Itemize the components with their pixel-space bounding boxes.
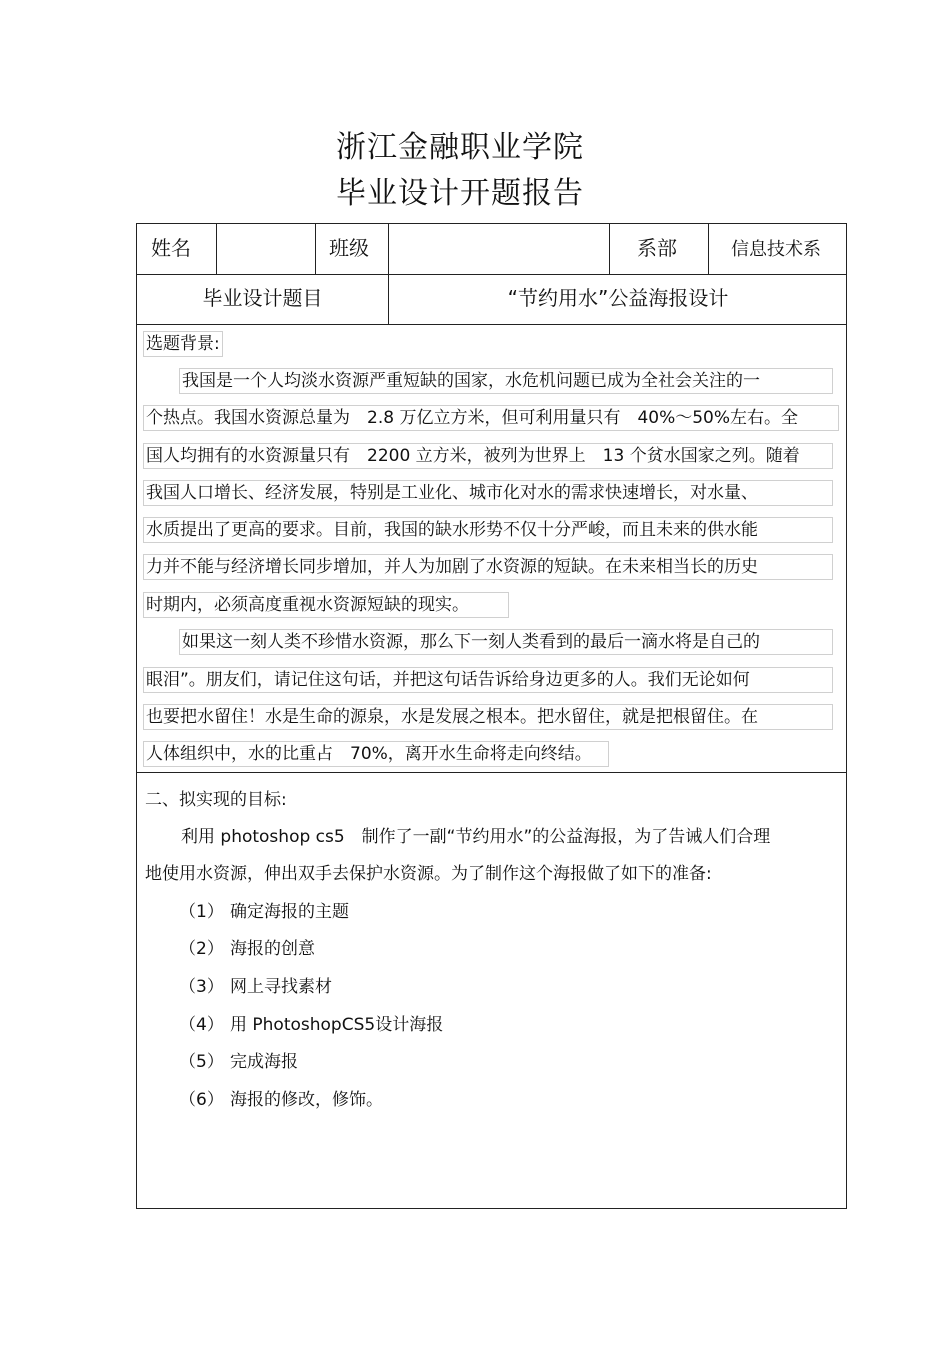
background-heading: 选题背景: [143, 331, 223, 357]
background-line: 水质提出了更高的要求。目前，我国的缺水形势不仅十分严峻，而且未来的供水能 [143, 517, 833, 543]
col-divider [216, 224, 217, 274]
goals-heading: 二、拟实现的目标: [145, 790, 287, 810]
goal-item-number: （1） [179, 902, 224, 922]
goals-intro-line: 地使用水资源，伸出双手去保护水资源。为了制作这个海报做了如下的准备: [145, 864, 712, 884]
name-label: 姓名 [151, 236, 191, 260]
background-line: 我国人口增长、经济发展，特别是工业化、城市化对水的需求快速增长，对水量、 [143, 480, 833, 506]
background-line: 人体组织中，水的比重占 70%，离开水生命将走向终结。 [143, 741, 609, 767]
goals-intro-line: 利用 photoshop cs5 制作了一副“节约用水”的公益海报，为了告诫人们合理 [181, 827, 771, 847]
school-name: 浙江金融职业学院 [336, 130, 584, 165]
background-line: 个热点。我国水资源总量为 2.8 万亿立方米，但可利用量只有 40%～50%左右。全 [143, 405, 839, 431]
row-divider [137, 274, 846, 275]
topic-label: 毕业设计题目 [202, 286, 323, 310]
goal-item-text: 海报的修改，修饰。 [230, 1090, 383, 1110]
goal-item-text: 完成海报 [230, 1052, 298, 1072]
goal-item-number: （4） [179, 1015, 224, 1035]
background-line: 国人均拥有的水资源量只有 2200 立方米，被列为世界上 13 个贫水国家之列。随着 [143, 443, 833, 469]
goal-item-text: 确定海报的主题 [230, 902, 349, 922]
background-line: 也要把水留住！水是生命的源泉，水是发展之根本。把水留住，就是把根留住。在 [143, 704, 833, 730]
background-line: 力并不能与经济增长同步增加，并人为加剧了水资源的短缺。在未来相当长的历史 [143, 554, 833, 580]
row-divider [137, 772, 846, 773]
goal-item-number: （5） [179, 1052, 224, 1072]
col-divider [708, 224, 709, 274]
col-divider [315, 224, 316, 274]
topic-value: “节约用水”公益海报设计 [507, 286, 729, 310]
class-label: 班级 [329, 236, 369, 260]
col-divider [609, 224, 610, 274]
background-line: 如果这一刻人类不珍惜水资源，那么下一刻人类看到的最后一滴水将是自己的 [179, 629, 833, 655]
background-line: 我国是一个人均淡水资源严重短缺的国家，水危机问题已成为全社会关注的一 [179, 368, 833, 394]
goal-item-text: 用 PhotoshopCS5设计海报 [230, 1015, 444, 1035]
document-title: 毕业设计开题报告 [336, 176, 584, 211]
background-line: 眼泪”。朋友们，请记住这句话，并把这句话告诉给身边更多的人。我们无论如何 [143, 667, 833, 693]
department-value: 信息技术系 [731, 239, 821, 260]
goal-item-number: （2） [179, 939, 224, 959]
goal-item-text: 网上寻找素材 [230, 977, 332, 997]
row-divider [137, 324, 846, 325]
goal-item-number: （3） [179, 977, 224, 997]
department-label: 系部 [637, 236, 677, 260]
report-table [136, 223, 847, 1209]
goal-item-number: （6） [179, 1090, 224, 1110]
background-line: 时期内，必须高度重视水资源短缺的现实。 [143, 592, 509, 618]
goal-item-text: 海报的创意 [230, 939, 315, 959]
